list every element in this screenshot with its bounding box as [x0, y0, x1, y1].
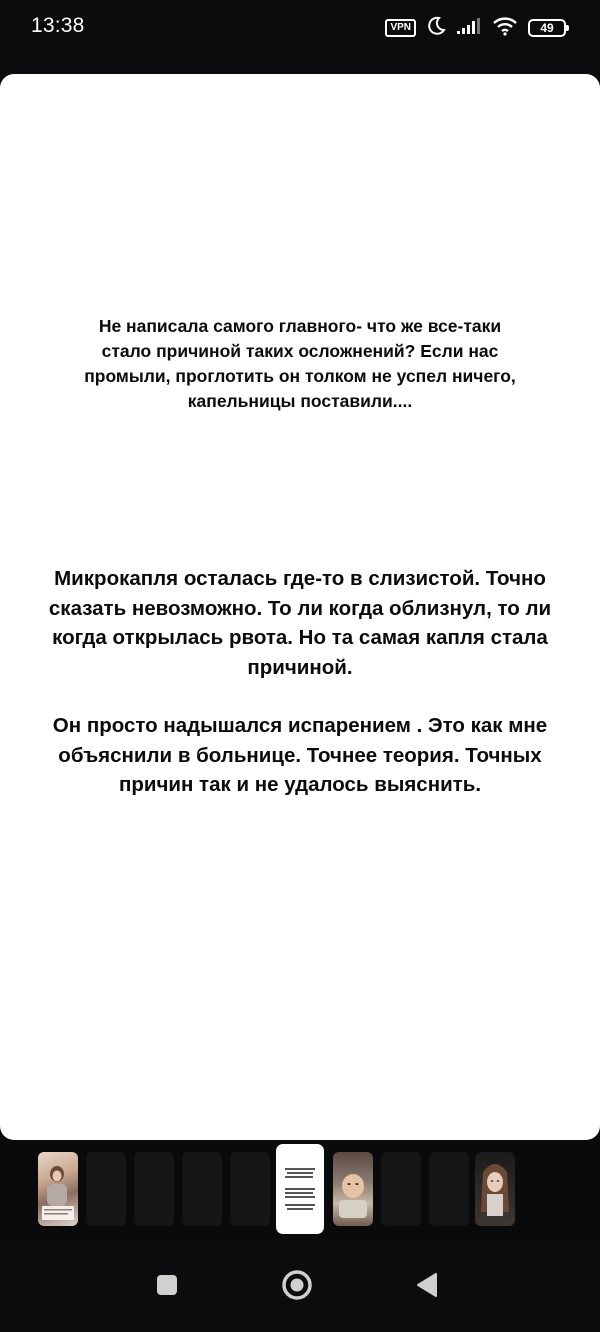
story-text-block-2	[0, 564, 600, 800]
battery-icon: 49	[528, 19, 566, 37]
back-button[interactable]	[395, 1238, 459, 1332]
signal-icon	[456, 17, 482, 40]
status-bar	[0, 0, 600, 54]
thumbnail-story-8[interactable]	[381, 1152, 421, 1226]
status-time: 13:38	[31, 14, 85, 37]
thumbnail-story-9[interactable]	[429, 1152, 469, 1226]
thumbnail-story-2[interactable]	[86, 1152, 126, 1226]
status-icons	[385, 16, 566, 40]
story-thumbnail-strip	[0, 1140, 600, 1238]
navigation-bar	[0, 1238, 600, 1332]
home-circle-icon	[280, 1268, 314, 1302]
thumbnail-story-1[interactable]	[38, 1152, 78, 1226]
moon-icon	[426, 16, 446, 41]
vpn-icon: VPN	[385, 19, 416, 37]
thumbnail-story-current[interactable]	[276, 1144, 324, 1234]
home-button[interactable]	[265, 1238, 329, 1332]
thumbnail-story-5[interactable]	[230, 1152, 270, 1226]
recents-button[interactable]	[135, 1238, 199, 1332]
thumbnail-story-3[interactable]	[134, 1152, 174, 1226]
story-paragraph-2: Он просто надышался испарением . Это как мне объяснили в больнице. Точнее теория. Точных причин так и не удалось выяснить.	[52, 714, 548, 796]
paragraph-gap	[44, 682, 556, 711]
thumbnail-story-4[interactable]	[182, 1152, 222, 1226]
thumbnail-story-7[interactable]	[333, 1152, 373, 1226]
back-triangle-icon	[414, 1271, 440, 1299]
recents-square-icon	[155, 1273, 179, 1297]
story-card[interactable]	[0, 74, 600, 1140]
story-text-block-1: Не написала самого главного- что же все-таки стало причиной таких осложнений? Если нас промыли, проглотить он толком не успел ничего, капельницы поставили....	[84, 316, 516, 411]
thumbnail-story-10[interactable]	[475, 1152, 515, 1226]
wifi-icon	[492, 16, 518, 41]
story-paragraph-1: Микрокапля осталась где-то в слизистой. Точно сказать невозможно. То ли когда облизнул, то ли когда открылась рвота. Но та самая капля стала причиной.	[48, 567, 552, 679]
